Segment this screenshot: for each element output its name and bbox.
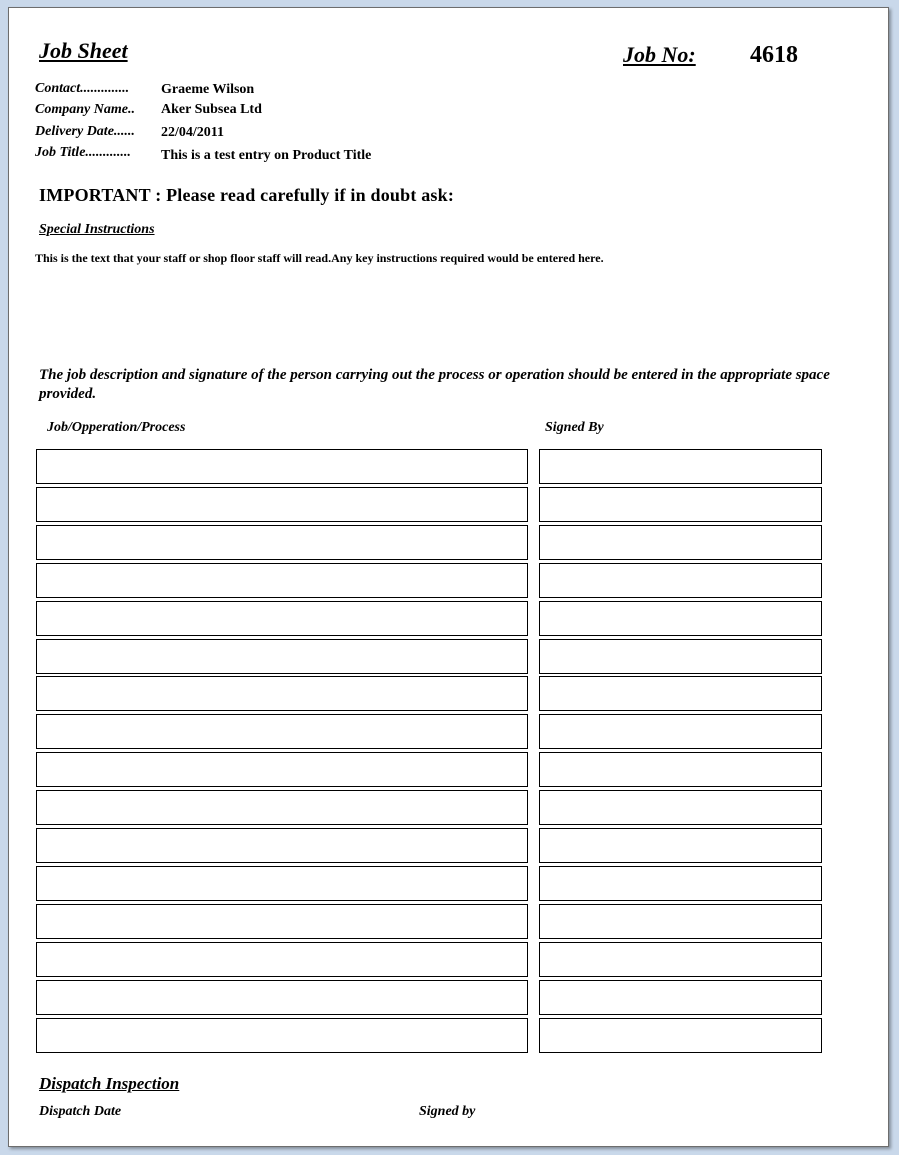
- process-entry-field[interactable]: [36, 714, 528, 749]
- company-name-label: Company Name..: [35, 102, 135, 117]
- special-instructions-text: This is the text that your staff or shop floor staff will read.Any key instructions required would be entered here.: [35, 251, 604, 265]
- process-entry-field[interactable]: [36, 904, 528, 939]
- dispatch-date-label: Dispatch Date: [39, 1104, 122, 1119]
- process-entry-field[interactable]: [36, 525, 528, 560]
- signed-by-entry-field[interactable]: [539, 487, 822, 522]
- dispatch-inspection-heading: Dispatch Inspection: [39, 1074, 180, 1093]
- signed-by-entry-field[interactable]: [539, 790, 822, 825]
- signed-by-entry-field[interactable]: [539, 563, 822, 598]
- delivery-date-label: Delivery Date......: [35, 124, 135, 139]
- page-title: Job Sheet: [39, 38, 128, 63]
- contact-value: Graeme Wilson: [161, 82, 255, 97]
- process-entry-field[interactable]: [36, 790, 528, 825]
- signed-by-entry-field[interactable]: [539, 449, 822, 484]
- signed-by-entry-field[interactable]: [539, 601, 822, 636]
- signed-by-entry-field[interactable]: [539, 1018, 822, 1053]
- signed-by-entry-field[interactable]: [539, 866, 822, 901]
- column-header-process: Job/Opperation/Process: [47, 420, 186, 435]
- process-entry-field[interactable]: [36, 563, 528, 598]
- process-entry-field[interactable]: [36, 980, 528, 1015]
- signed-by-entry-field[interactable]: [539, 980, 822, 1015]
- signed-by-entry-field[interactable]: [539, 942, 822, 977]
- important-notice: IMPORTANT : Please read carefully if in doubt ask:: [39, 185, 455, 205]
- signed-by-entry-field[interactable]: [539, 676, 822, 711]
- process-entry-field[interactable]: [36, 449, 528, 484]
- process-entry-field[interactable]: [36, 1018, 528, 1053]
- signed-by-entry-field[interactable]: [539, 714, 822, 749]
- process-entry-field[interactable]: [36, 601, 528, 636]
- signed-by-entry-field[interactable]: [539, 752, 822, 787]
- delivery-date-value: 22/04/2011: [161, 125, 225, 140]
- process-entry-field[interactable]: [36, 676, 528, 711]
- job-no-value: 4618: [750, 42, 798, 68]
- column-header-signed-by: Signed By: [545, 420, 604, 435]
- document-page: [8, 7, 889, 1147]
- company-name-value: Aker Subsea Ltd: [161, 102, 262, 117]
- signed-by-entry-field[interactable]: [539, 828, 822, 863]
- signed-by-label: Signed by: [419, 1104, 476, 1119]
- job-no-label: Job No:: [623, 42, 696, 67]
- signed-by-entry-field[interactable]: [539, 525, 822, 560]
- process-entry-field[interactable]: [36, 487, 528, 522]
- special-instructions-heading: Special Instructions: [39, 222, 155, 237]
- signed-by-entry-field[interactable]: [539, 639, 822, 674]
- process-entry-field[interactable]: [36, 752, 528, 787]
- job-title-label: Job Title.............: [35, 145, 131, 160]
- job-description-note: The job description and signature of the person carrying out the process or operation should be entered in the appropriate space provided.: [39, 367, 830, 402]
- job-title-value: This is a test entry on Product Title: [161, 148, 372, 163]
- process-entry-field[interactable]: [36, 866, 528, 901]
- process-entry-field[interactable]: [36, 639, 528, 674]
- process-entry-field[interactable]: [36, 942, 528, 977]
- process-entry-field[interactable]: [36, 828, 528, 863]
- signed-by-entry-field[interactable]: [539, 904, 822, 939]
- contact-label: Contact..............: [35, 81, 130, 96]
